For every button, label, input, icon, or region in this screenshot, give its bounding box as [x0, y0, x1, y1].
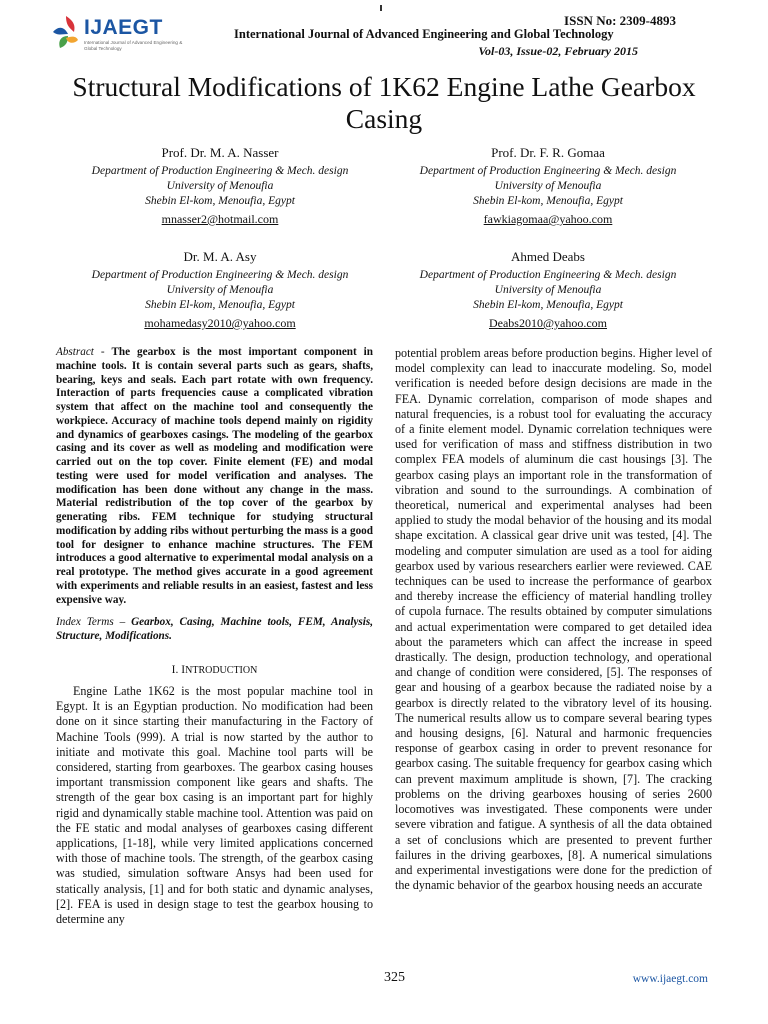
author-block: [383, 249, 713, 331]
intro-paragraph-continued: potential problem areas before production begins. Higher level of model complexity can lead to inaccurate modeling. So, model verification is needed before design decisions are made in the FEA. Dynamic correlation, comparison of mode shapes and natural frequencies, is a robust tool for evaluating the accuracy of a finite element model. Dynamic correlation techniques were used for verification of mass and stiffness distribution in two complex FEA models of aluminum die cast housings [3]. The gearbox casing plays an important role in the transformation of vibration and sound to the surroundings. A combination of theoretical, numerical and experimental analyses had been applied to study the modal behavior of the housing and its modal shape excitation. A classical gear drive unit was tested, [4]. The modeling and computer simulation are used as a tool for aiding gearbox used by various researchers earlier were reviewed. CAE techniques can be used to increase the performance of gearbox and thereby increase the efficiency of material handling trolley of cupola furnace. The results obtained by computer simulations and actual experimentation were compared to get detailed idea about the parameters which can affect the increase in speed drastically. The design, production technology, and operational and change of condition were considered, [5]. The responses of gear and housing of a gearbox because the radiated noise by a gearbox is directly related to the vibratory level of its housing. The numerical results allow us to compare several bearing types and housing designs, [6]. Natural and harmonic frequencies response of gearbox casing in order to prevent resonance for gearbox casing. The suitable frequency for gearbox casing which can prevent maximum amplitude is shown, [7]. The cracking problems on the driving gearboxes housing of series 2600 locomotives was investigated. These components were under severe vibration and fatigue. A synthesis of all the data obtained a set of conclusions which are presented to prevent further failures in the driving gearboxes, [8]. A numerical simulations and experimental investigations were done for the prediction of the dynamic behavior of the gearbox housing needs an accurate: [395, 346, 712, 893]
logo-emblem-icon: [50, 14, 82, 50]
author-email[interactable]: fawkiagomaa@yahoo.com: [483, 212, 613, 226]
section-number: I.: [171, 663, 182, 676]
logo-tagline: International Journal of Advanced Engineering & Global Technology: [84, 40, 183, 51]
left-column: [56, 346, 373, 927]
author-affiliation: [383, 268, 713, 313]
section-title: NTRODUCTION: [185, 664, 258, 676]
author-department: Department of Production Engineering & Mech. design: [91, 165, 349, 177]
author-university: University of Menoufia: [494, 284, 602, 296]
index-terms-label: Index Terms –: [56, 616, 132, 629]
author-email[interactable]: mnasser2@hotmail.com: [161, 212, 279, 226]
author-university: University of Menoufia: [166, 180, 274, 192]
author-location: Shebin El-kom, Menoufia, Egypt: [145, 299, 295, 311]
volume-issue: Vol-03, Issue-02, February 2015: [478, 44, 638, 58]
abstract-label: Abstract -: [56, 346, 112, 358]
author-name: Prof. Dr. F. R. Gomaa: [491, 145, 605, 160]
abstract: [56, 346, 373, 607]
abstract-text: The gearbox is the most important component in machine tools. It is contain several parts such as gears, shafts, bearing, keys and seals. Each part rotate with own frequency. Interaction of parts frequencies cause a complicated vibration system that affect on the machine tool and consequently the workpiece. Accuracy of machine tools depend mainly on rigidity and dynamics of gearboxes casings. The modeling of the gearbox casing and its cover as well as modeling and modification were carried out on the top cover. Finite element (FE) and modal testing were used for model verification and analyses. The modification has been done without any change in the mass. Material redistribution of the top cover of the gearbox by generating ribs. FEM technique for studying structural modification by adding ribs without perturbing the mass is a good tool for designer to enhance machine structures. The FEM introduces a good alternative to experimental modal analysis on a real prototype. The method gives accurate in a good agreement with experiments and reliable results in an easiest, fastest and less expensive way.: [56, 346, 373, 606]
author-name: Dr. M. A. Asy: [183, 249, 257, 264]
index-terms: [56, 616, 373, 644]
author-name: Prof. Dr. M. A. Nasser: [161, 145, 279, 160]
author-location: Shebin El-kom, Menoufia, Egypt: [473, 299, 623, 311]
author-email[interactable]: Deabs2010@yahoo.com: [488, 316, 608, 330]
section-initial: I: [181, 663, 186, 676]
author-department: Department of Production Engineering & Mech. design: [91, 269, 349, 281]
author-block: [55, 249, 385, 331]
index-terms-text: Gearbox, Casing, Machine tools, FEM, Analysis, Structure, Modifications.: [56, 616, 374, 642]
author-location: Shebin El-kom, Menoufia, Egypt: [473, 195, 623, 207]
intro-paragraph: Engine Lathe 1K62 is the most popular machine tool in Egypt. It is an Egyptian production. No modification had been done on it since starting their manufacturing in the Factory of Machine Tools (999). A trial is now started by the author to initiate and motivate this goal. Machine tool parts will be considered, starting from gearboxes. The gearbox casing houses important transmission component like gears and shafts. The strength of the gear box casing is an important part for highly rigid and dynamically stable machine tool. Attention was paid on the FE static and modal analyses of gearboxes casing different applications, [1-18], while very limited applications concerned with those of machine tools. The strength, of the gearbox casing was studied, simulation software Ansys had been used for statically analysis, [1] and for both static and dynamic analyses, [2]. FEA is used in design stage to test the gearbox housing to determine any: [56, 683, 373, 926]
journal-logo: [50, 14, 190, 54]
page-number: 325: [384, 970, 405, 985]
section-heading: [56, 663, 373, 678]
logo-wordmark: IJAEGT: [84, 16, 163, 39]
author-affiliation: [55, 268, 385, 313]
journal-name: International Journal of Advanced Engineering and Global Technology: [234, 27, 614, 41]
author-email[interactable]: mohamedasy2010@yahoo.com: [144, 316, 296, 330]
author-location: Shebin El-kom, Menoufia, Egypt: [145, 195, 295, 207]
author-affiliation: [55, 164, 385, 209]
author-name: Ahmed Deabs: [510, 249, 585, 264]
author-affiliation: [383, 164, 713, 209]
author-department: Department of Production Engineering & Mech. design: [419, 269, 677, 281]
header-mark: [380, 5, 382, 11]
author-block: [55, 145, 385, 227]
author-university: University of Menoufia: [166, 284, 274, 296]
author-university: University of Menoufia: [494, 180, 602, 192]
paper-title: Structural Modifications of 1K62 Engine Lathe Gearbox Casing: [72, 71, 696, 134]
author-department: Department of Production Engineering & Mech. design: [419, 165, 677, 177]
issn: ISSN No: 2309-4893: [564, 13, 676, 28]
right-column: [395, 346, 712, 893]
author-block: [383, 145, 713, 227]
journal-website-link[interactable]: www.ijaegt.com: [632, 973, 708, 985]
